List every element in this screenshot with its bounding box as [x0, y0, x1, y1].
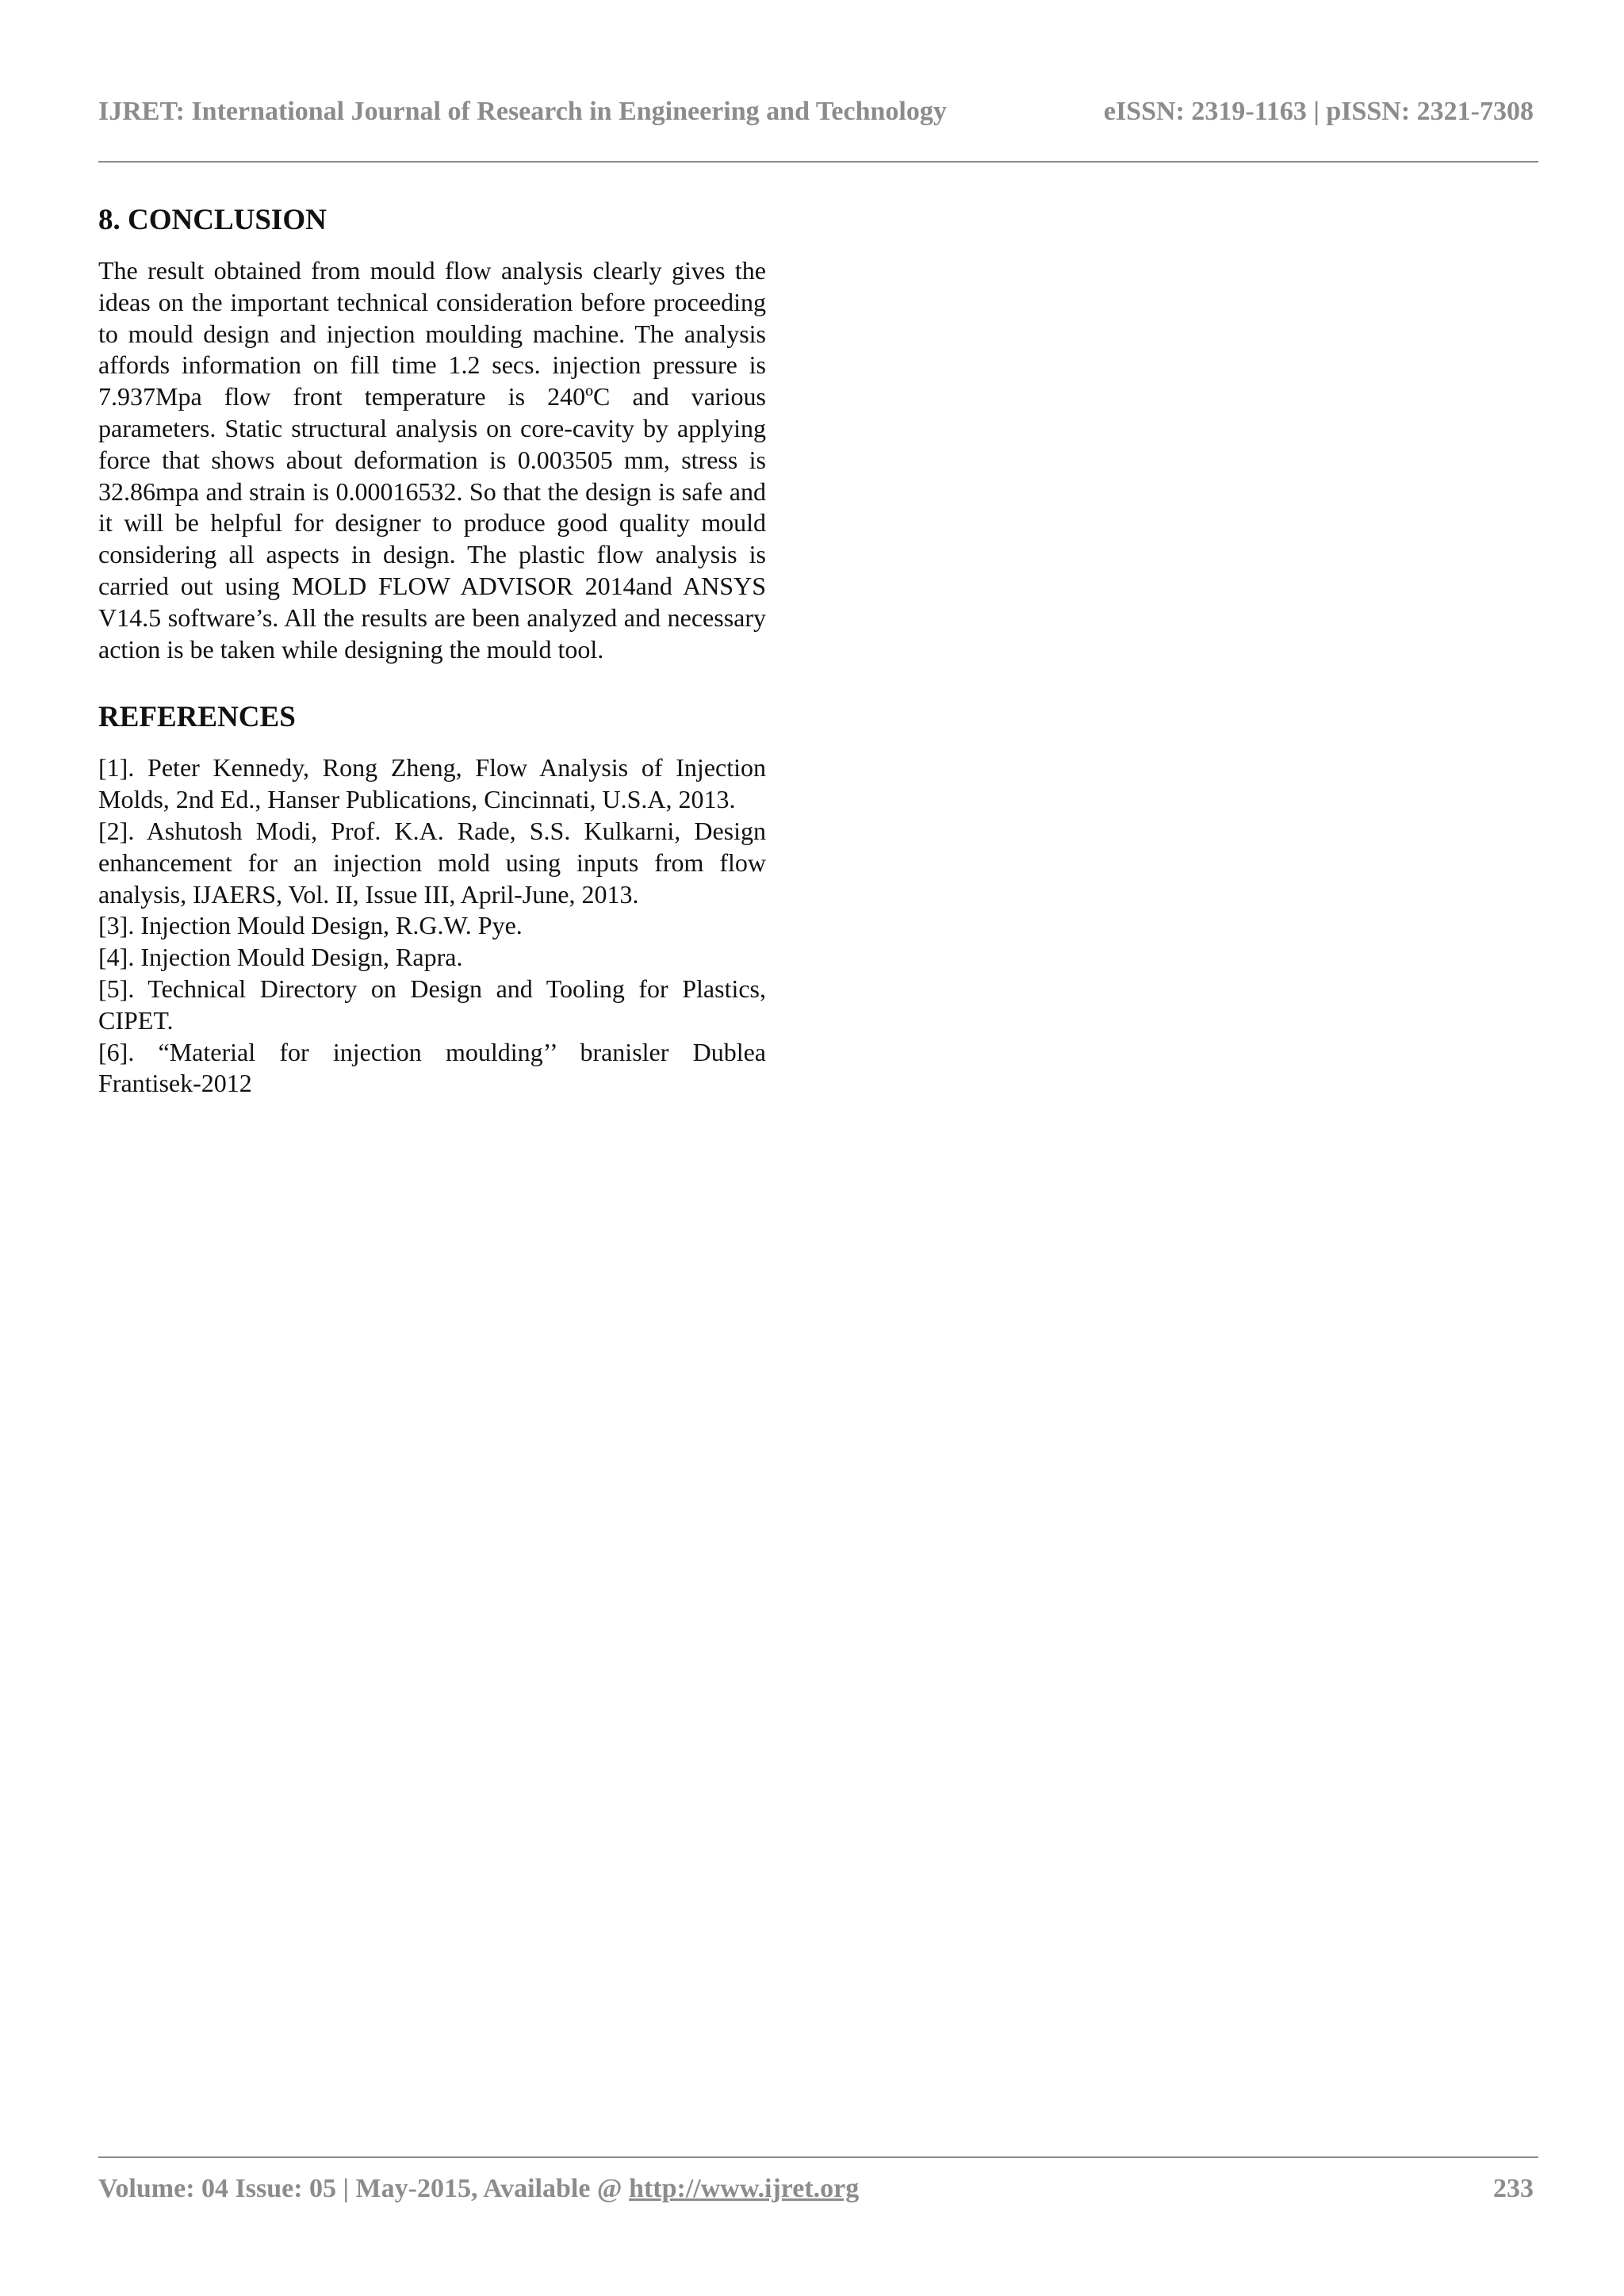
reference-list: [98, 752, 766, 1100]
footer-volume-text: Volume: 04 Issue: 05 | May-2015, Available @: [98, 2174, 630, 2203]
footer-divider: [98, 2156, 1538, 2158]
reference-item: [3]. Injection Mould Design, R.G.W. Pye.: [98, 911, 523, 940]
text-column: [98, 200, 766, 1100]
reference-item: [6]. “Material for injection moulding’’ branisler Dublea Frantisek-2012: [98, 1037, 766, 1098]
page-footer: [98, 2174, 1534, 2214]
reference-item: [2]. Ashutosh Modi, Prof. K.A. Rade, S.S. Kulkarni, Design enhancement for an injection mold using inputs from flow analysis, IJAERS, Vol. II, Issue III, April-June, 2013.: [98, 816, 766, 909]
issn-label: eISSN: 2319-1163 | pISSN: 2321-7308: [1103, 97, 1534, 126]
conclusion-paragraph: The result obtained from mould flow analysis clearly gives the ideas on the important technical consideration before proceeding to mould design and injection moulding machine. The analysis affords information on fill time 1.2 secs. injection pressure is 7.937Mpa flow front temperature is 240ºC and various parameters. Static structural analysis on core-cavity by applying force that shows about deformation is 0.003505 mm, stress is 32.86mpa and strain is 0.00016532. So that the design is safe and it will be helpful for designer to produce good quality mould considering all aspects in design. The plastic flow analysis is carried out using MOLD FLOW ADVISOR 2014and ANSYS V14.5 software’s. All the results are been analyzed and necessary action is be taken while designing the mould tool.: [98, 256, 766, 664]
reference-item: [5]. Technical Directory on Design and Tooling for Plastics, CIPET.: [98, 974, 766, 1035]
page-header: [98, 97, 1534, 136]
journal-title: IJRET: International Journal of Research in Engineering and Technology: [98, 97, 947, 126]
header-divider: [98, 161, 1538, 163]
references-heading: REFERENCES: [98, 701, 296, 734]
reference-item: [4]. Injection Mould Design, Rapra.: [98, 943, 463, 972]
footer-volume: [98, 2174, 859, 2204]
journal-url-link[interactable]: http://www.ijret.org: [629, 2174, 860, 2203]
conclusion-heading: 8. CONCLUSION: [98, 204, 327, 236]
page-number: 233: [1493, 2174, 1534, 2203]
reference-item: [1]. Peter Kennedy, Rong Zheng, Flow Analysis of Injection Molds, 2nd Ed., Hanser Publications, Cincinnati, U.S.A, 2013.: [98, 753, 766, 814]
